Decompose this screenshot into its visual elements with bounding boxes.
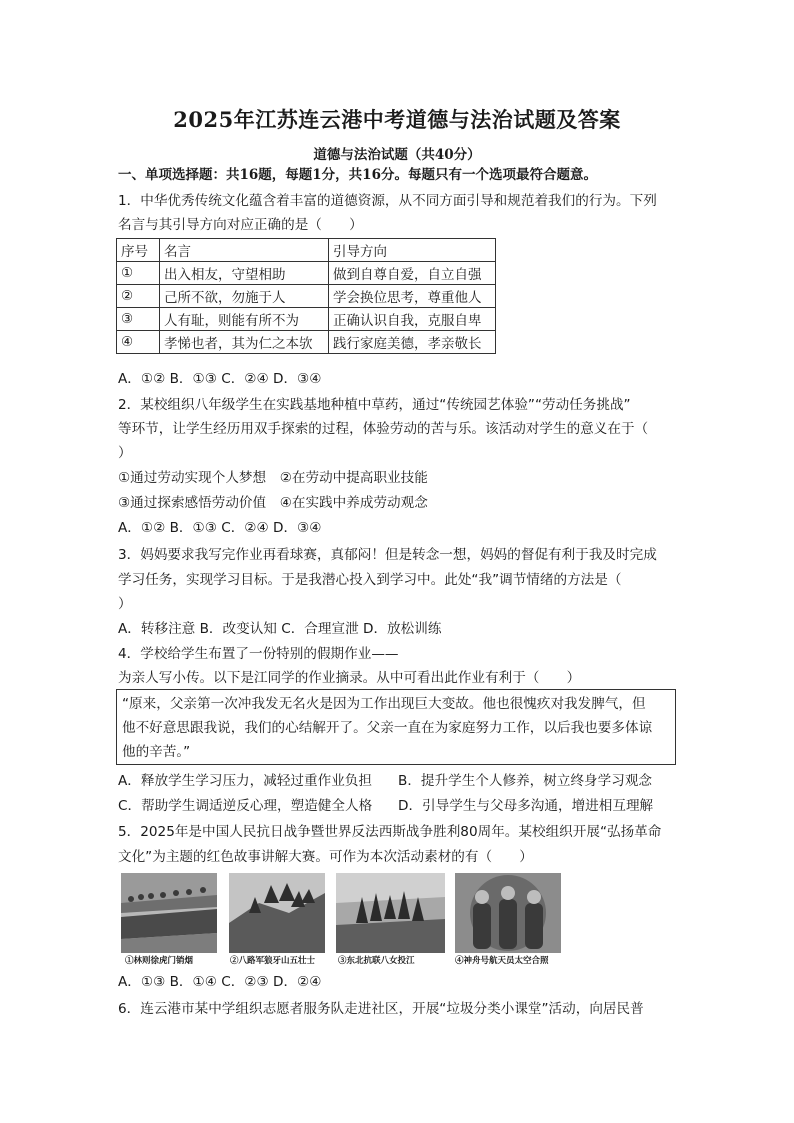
page-subtitle: 道德与法治试题（共40分）: [313, 147, 481, 163]
q5-picture-4: [455, 873, 561, 953]
q6-stem-line1: 6．连云港市某中学组织志愿者服务队走进社区，开展“垃圾分类小课堂”活动，向居民普: [118, 1001, 644, 1017]
q5-caption-2: ②八路军狼牙山五壮士: [230, 956, 316, 966]
table-cell: 正确认识自我，克服自卑: [329, 308, 496, 331]
q5-stem-line1: 5．2025年是中国人民抗日战争暨世界反法西斯战争胜利80周年。某校组织开展“弘扬革命: [118, 824, 662, 840]
table-row: [117, 331, 496, 354]
table-cell: 践行家庭美德，孝亲敬长: [329, 331, 496, 354]
q5-caption-4: ④神舟号航天员太空合照: [455, 956, 549, 966]
q4-option-a: A．释放学生学习压力，减轻过重作业负担: [118, 773, 372, 789]
table-header-cell: 名言: [160, 239, 329, 262]
q3-stem-line1: 3．妈妈要求我写完作业再看球赛，真郁闷！但是转念一想，妈妈的督促有利于我及时完成: [118, 547, 657, 563]
table-cell: ②: [117, 285, 160, 308]
q4-option-d: D．引导学生与父母多沟通，增进相互理解: [398, 798, 654, 814]
q2-statement-line1: ①通过劳动实现个人梦想 ②在劳动中提高职业技能: [118, 470, 428, 486]
table-cell: 学会换位思考，尊重他人: [329, 285, 496, 308]
table-cell: 己所不欲，勿施于人: [160, 285, 329, 308]
table-cell: ③: [117, 308, 160, 331]
page-title: 2025年江苏连云港中考道德与法治试题及答案: [173, 107, 621, 132]
q5-caption-1: ①林则徐虎门销烟: [125, 956, 194, 966]
q1-options: A．①② B．①③ C．②④ D．③④: [118, 371, 322, 387]
table-header-row: [117, 239, 496, 262]
table-cell: 孝悌也者，其为仁之本欤: [160, 331, 329, 354]
q5-picture-3: [336, 873, 445, 953]
table-cell: 人有耻，则能有所不为: [160, 308, 329, 331]
q1-stem-line1: 1．中华优秀传统文化蕴含着丰富的道德资源，从不同方面引导和规范着我们的行为。下列: [118, 193, 657, 209]
table-header-cell: 引导方向: [329, 239, 496, 262]
q2-options: A．①② B．①③ C．②④ D．③④: [118, 520, 322, 536]
table-header-cell: 序号: [117, 239, 160, 262]
table-row: [117, 262, 496, 285]
q4-option-c: C．帮助学生调适逆反心理，塑造健全人格: [118, 798, 373, 814]
q2-stem-line3: ）: [118, 445, 132, 461]
q3-stem-line3: ）: [118, 596, 132, 612]
quote-line: 他不好意思跟我说，我们的心结解开了。父亲一直在为家庭努力工作，以后我也要多体谅: [122, 720, 653, 736]
q4-stem-line2: 为亲人写小传。以下是江同学的作业摘录。从中可看出此作业有利于（ ）: [118, 670, 581, 686]
q2-statement-line2: ③通过探索感悟劳动价值 ④在实践中养成劳动观念: [118, 495, 428, 511]
table-row: [117, 308, 496, 331]
table-cell: 出入相友，守望相助: [160, 262, 329, 285]
q4-option-b: B．提升学生个人修养，树立终身学习观念: [398, 773, 653, 789]
q5-stem-line2: 文化”为主题的红色故事讲解大赛。可作为本次活动素材的有（ ）: [118, 849, 533, 865]
q3-options: A．转移注意 B．改变认知 C．合理宣泄 D．放松训练: [118, 621, 442, 637]
q2-stem-line2: 等环节，让学生经历用双手探索的过程，体验劳动的苦与乐。该活动对学生的意义在于（: [118, 421, 649, 437]
q1-table: [116, 238, 496, 354]
quote-line: “原来，父亲第一次冲我发无名火是因为工作出现巨大变故。他也很愧疚对我发脾气，但: [122, 696, 646, 712]
section-heading: 一、单项选择题：共16题，每题1分，共16分。每题只有一个选项最符合题意。: [118, 167, 597, 183]
table-cell: 做到自尊自爱，自立自强: [329, 262, 496, 285]
q5-options: A．①③ B．①④ C．②③ D．②④: [118, 974, 322, 990]
q3-stem-line2: 学习任务，实现学习目标。于是我潜心投入到学习中。此处“我”调节情绪的方法是（: [118, 572, 622, 588]
q4-quote-box: [116, 689, 676, 765]
quote-line: 他的辛苦。”: [122, 744, 191, 760]
q2-stem-line1: 2．某校组织八年级学生在实践基地种植中草药，通过“传统园艺体验”“劳动任务挑战”: [118, 397, 631, 413]
table-cell: ①: [117, 262, 160, 285]
table-cell: ④: [117, 331, 160, 354]
table-row: [117, 285, 496, 308]
q5-picture-2: [229, 873, 325, 953]
q4-stem-line1: 4．学校给学生布置了一份特别的假期作业——: [118, 646, 399, 662]
q1-stem-line2: 名言与其引导方向对应正确的是（ ）: [118, 217, 363, 233]
q5-caption-3: ③东北抗联八女投江: [338, 956, 415, 966]
q5-picture-1: [121, 873, 217, 953]
